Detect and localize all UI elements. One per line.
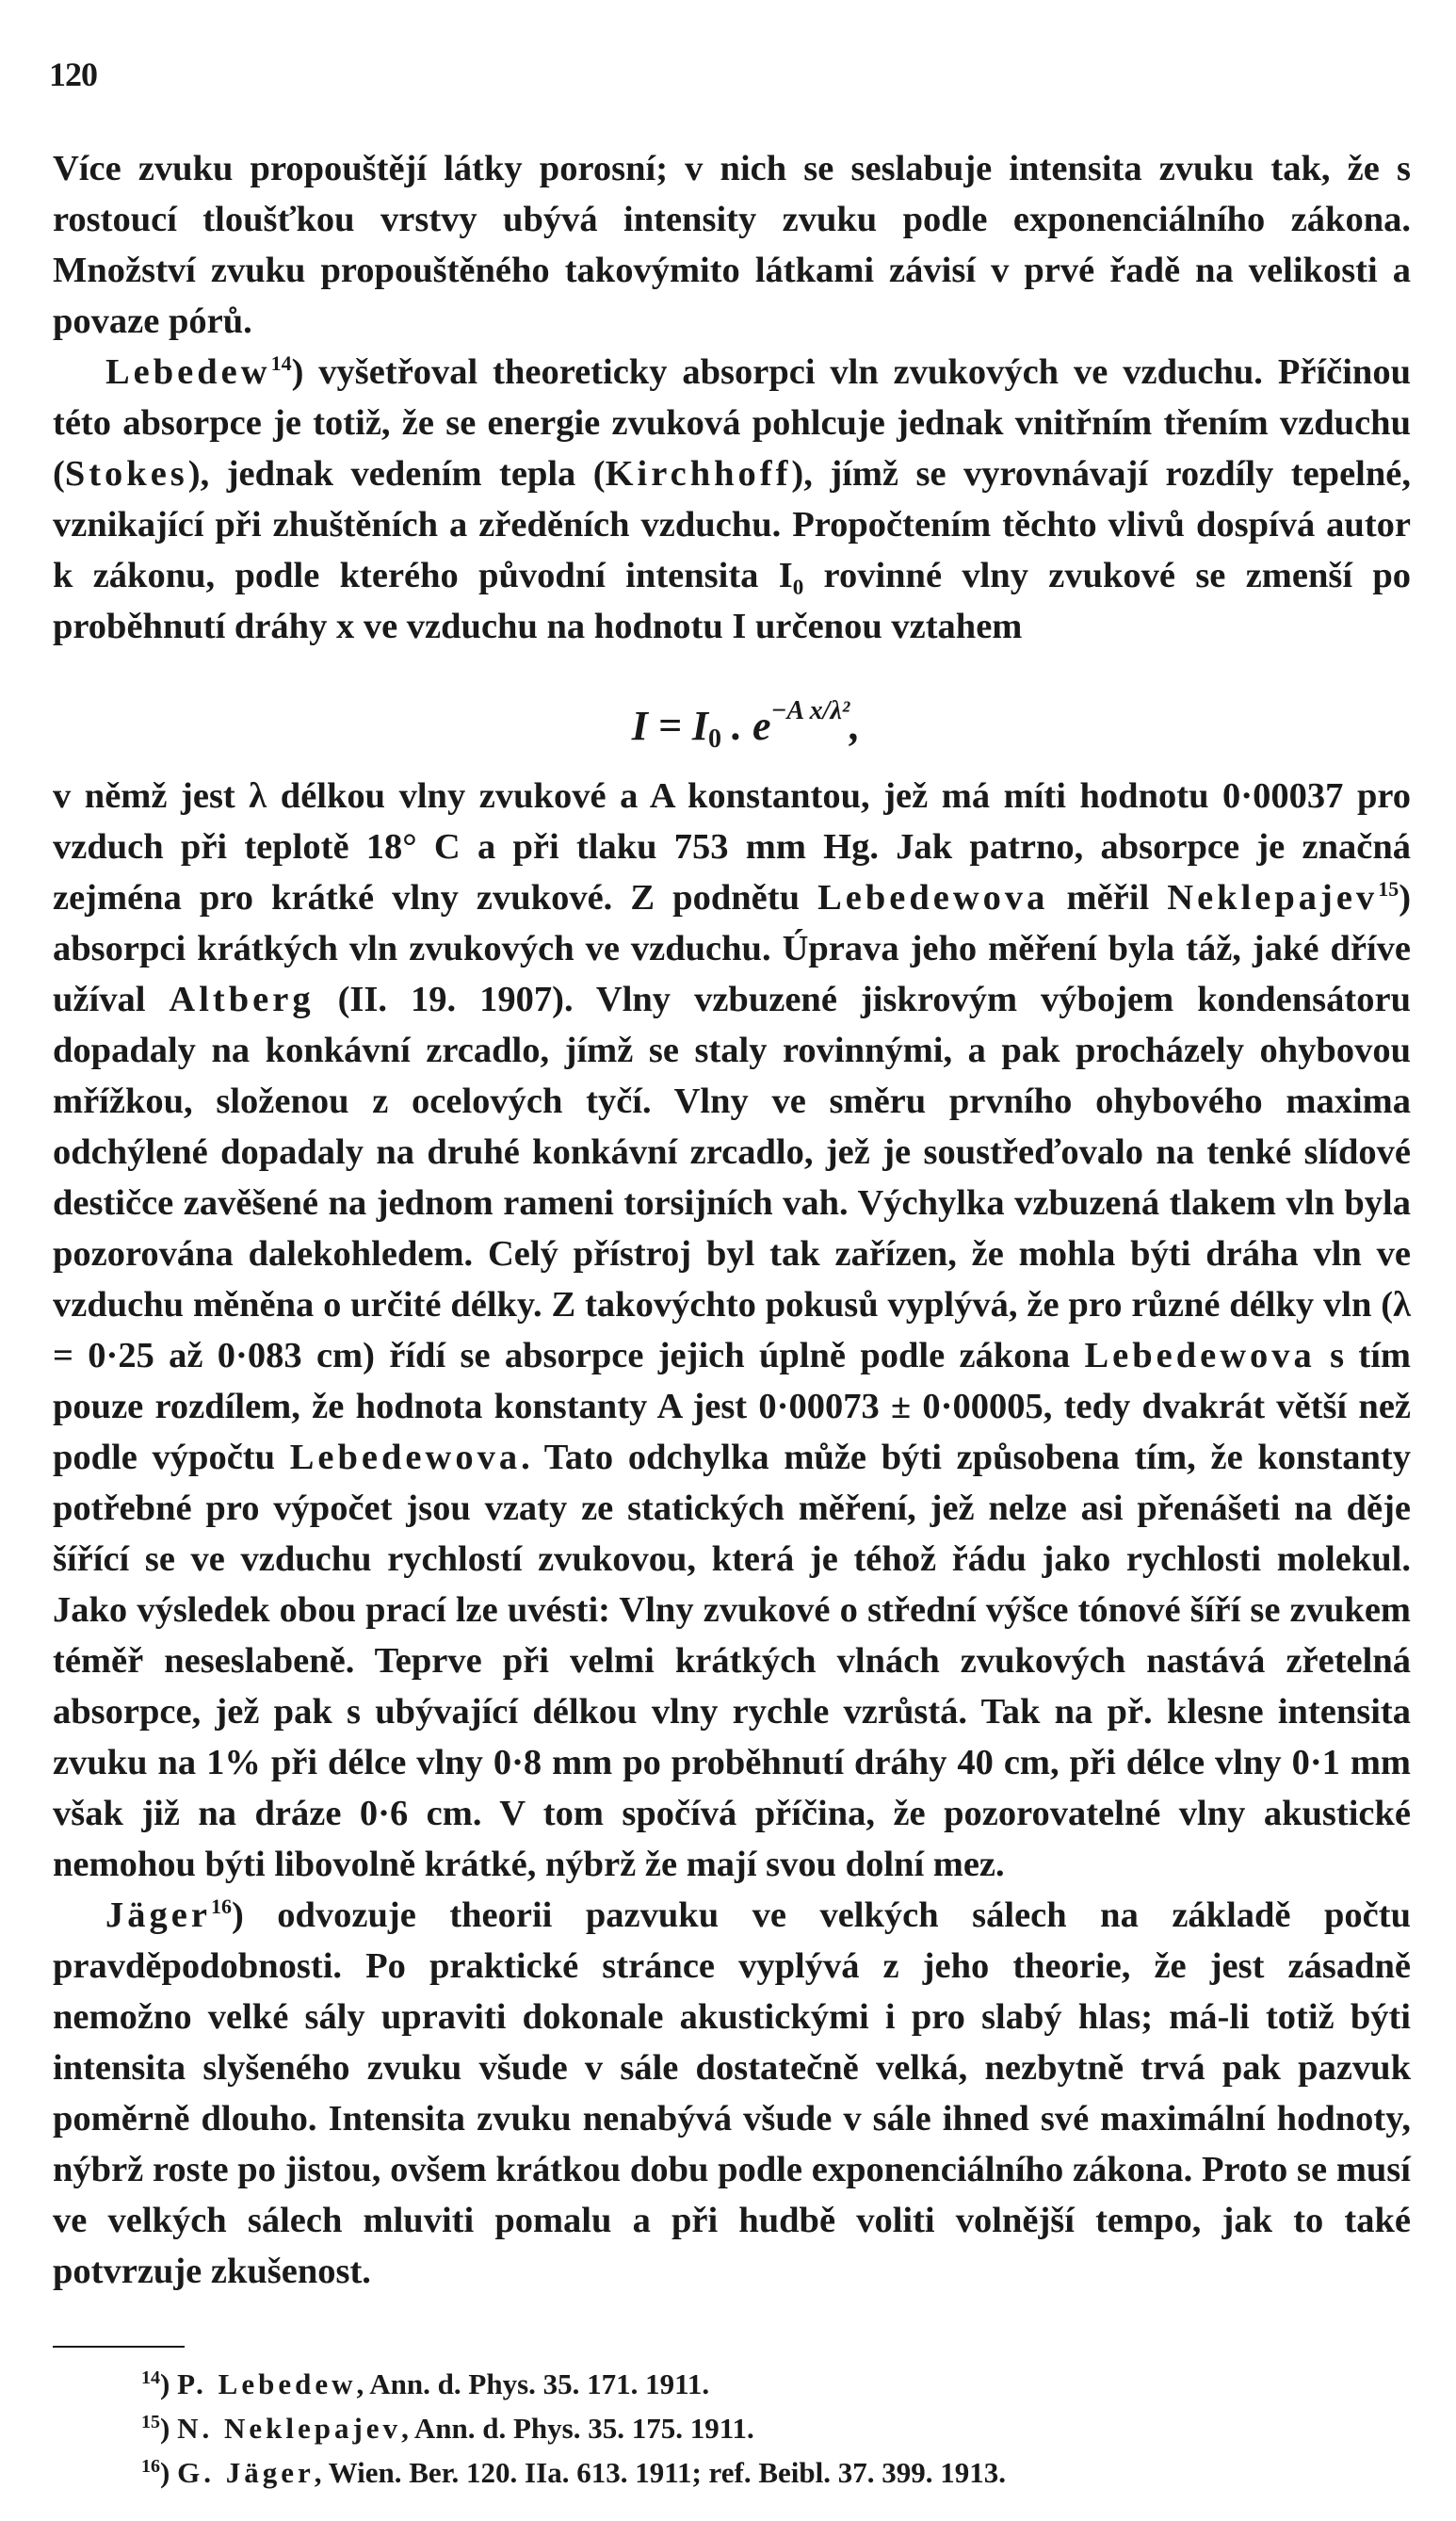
paragraph-jager [53,1890,1411,2297]
formula-exponent: −A x/λ² [770,696,850,725]
author-name: Lebedewova [1084,1336,1316,1375]
footnote-paren: ) [160,2367,178,2400]
footnote-citation: , Ann. d. Phys. 35. 175. 1911. [401,2412,754,2445]
paragraph-text: (II. 19. 1907). Vlny vzbuzené jiskrovým výbojem kondensátoru dopadaly na konkávní zrcadlo, jímž se staly rovinnými, a pak procházely ohybovou mřížkou, složenou z ocelových tyčí. Vlny ve směru prvního ohybového maxima odchýlené dopadaly na druhé konkávní zrcadlo, jež je soustřeďovalo na tenké slídové destičce zavěšené na jednom rameni torsijních vah. Výchylka vzbuzená tlakem vln byla pozorována dalekohledem. Celý přístroj byl tak zařízen, že mohla býti dráha vln ve vzduchu měněna o určité délky. Z takovýchto pokusů vyplývá, že pro různé délky vln (λ = 0·25 až 0·083 cm) řídí se absorpce jejich úplně podle zákona [53,980,1411,1375]
paragraph-lebedew [53,347,1411,652]
footnote-item [141,2448,1422,2492]
paragraph-text: ), jednak vedením tepla ( [187,454,606,494]
paragraph-text: v němž jest λ délkou vlny zvukové a A konstantou, jež má míti hodnotu 0·00037 pro vzduch při teplotě 18° C a při tlaku 753 mm Hg. Jak patrno, absorpce je značná zejména pro krátké vlny zvukové. Z podnětu [53,776,1411,918]
author-name: Lebedew [105,352,271,392]
paragraph-neklepajev [53,771,1411,1890]
paragraph-text: Více zvuku propouštějí látky porosní; v nich se seslabuje intensita zvuku tak, že s rostoucí tloušťkou vrstvy ubývá intensity zvuku podle exponenciálního zákona. Množství zvuku propouštěného takovýmito látkami závisí v prvé řadě na velikosti a povaze pórů. [53,149,1411,341]
footnote-divider [53,2346,185,2348]
body-text [53,143,1411,2297]
footnote-citation: , Ann. d. Phys. 35. 171. 1911. [356,2367,710,2400]
footnote-item [141,2359,1422,2403]
footnotes [141,2359,1422,2492]
paragraph-text: ) absorpci krátkých vln zvukových ve vzduchu. Úprava jeho měření byla táž, jaké dříve užíval [53,878,1412,1019]
formula-lhs: I = I [631,703,709,749]
footnote-ref[interactable]: 15 [1378,877,1399,901]
footnote-citation: , Wien. Ber. 120. IIa. 613. 1911; ref. Beibl. 37. 399. 1913. [314,2456,1006,2489]
footnote-author: P. Lebedew [177,2367,357,2400]
footnote-mark: 15 [141,2412,160,2432]
footnote-mark: 16 [141,2456,160,2477]
author-name: Jäger [105,1895,211,1935]
author-name: Lebedewova [817,878,1049,918]
footnote-paren: ) [160,2456,178,2489]
paragraph-porous-materials [53,143,1411,347]
paragraph-text: s tím pouze rozdílem, že hodnota konstanty A jest 0·00073 ± 0·00005, tedy dvakrát větší než podle výpočtu [53,1336,1411,1477]
absorption-formula [53,652,1411,771]
paragraph-text: ) vyšetřoval theoreticky absorpci vln zvukových ve vzduchu. Příčinou této absorpce je totiž, že se energie zvuková pohlcuje jednak vnitřním třením vzduchu ( [53,352,1411,494]
formula-subscript: 0 [708,724,722,754]
footnote-author: N. Neklepajev [177,2412,402,2445]
footnote-mark: 14 [141,2367,160,2388]
page-number: 120 [49,56,97,93]
paragraph-text: . Tato odchylka může býti způsobena tím, že konstanty potřebné pro výpočet jsou vzaty ze statických měření, jež nelze asi přenášeti na děje šířící se ve vzduchu rychlostí zvukovou, která je téhož řádu jako rychlosti molekul. Jako výsledek obou prací lze uvésti: Vlny zvukové o střední výšce tónové šíří se zvukem téměř neseslabeně. Teprve při velmi krátkých vlnách zvukových nastává zřetelná absorpce, jež pak s ubývající délkou vlny rychle vzrůstá. Tak na př. klesne intensita zvuku na 1% při délce vlny 0·8 mm po proběhnutí dráhy 40 cm, při délce vlny 0·1 mm však již na dráze 0·6 cm. V tom spočívá příčina, že pozorovatelné vlny akustické nemohou býti libovolně krátké, nýbrž že mají svou dolní mez. [53,1438,1411,1884]
footnote-paren: ) [160,2412,178,2445]
author-name: Neklepajev [1167,878,1379,918]
formula-tail: , [849,703,861,749]
formula-mid: . e [721,703,771,749]
paragraph-text: ) odvozuje theorii pazvuku ve velkých sálech na základě počtu pravděpodobnosti. Po praktické stránce vyplývá z jeho theorie, že jest zásadně nemožno velké sály upraviti dokonale akustickými i pro slabý hlas; má-li totiž býti intensita slyšeného zvuku všude v sále dostatečně velká, nezbytně trvá pak pazvuk poměrně dlouho. Intensita zvuku nenabývá všude v sále ihned své maximální hodnoty, nýbrž roste po jistou, ovšem krátkou dobu podle exponenciálního zákona. Proto se musí ve velkých sálech mluviti pomalu a při hudbě voliti volnější tempo, jak to také potvrzuje zkušenost. [53,1895,1411,2291]
author-name: Stokes [64,454,188,494]
footnote-ref[interactable]: 14 [270,351,292,375]
footnote-ref[interactable]: 16 [210,1895,232,1918]
paragraph-text: ), jímž se vyrovnávají rozdíly tepelné, vznikající při zhuštěních a zředěních vzduchu. Propočtením těchto vlivů dospívá autor k zákonu, podle kterého původní intensita I₀ rovinné vlny zvukové se zmenší po proběhnutí dráhy x ve vzduchu na hodnotu I určenou vztahem [53,454,1411,646]
paragraph-text: měřil [1048,878,1168,918]
author-name: Kirchhoff [605,454,792,494]
author-name: Altberg [169,980,315,1019]
footnote-author: G. Jäger [177,2456,315,2489]
author-name: Lebedewova [289,1438,522,1477]
footnote-item [141,2403,1422,2448]
